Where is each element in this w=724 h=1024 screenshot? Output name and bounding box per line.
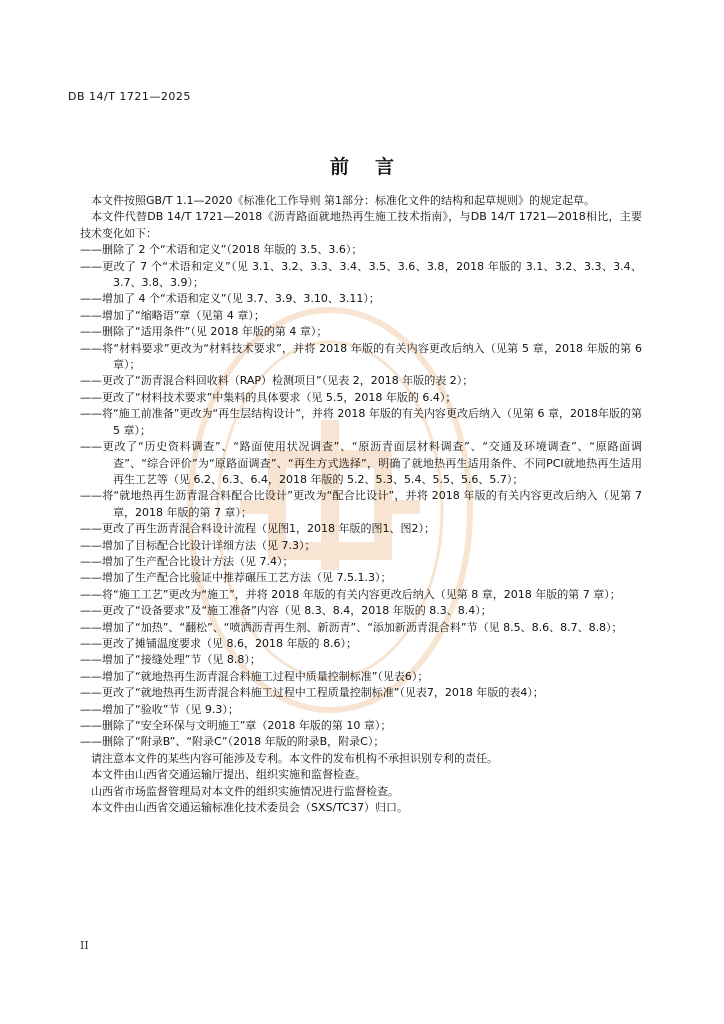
list-item: ——更改了“历史资料调查”、“路面使用状况调查”、“原沥青面层材料调查”、“交通及环境调查”、“原路面调查”、“综合评价”为“原路面调查”、“再生方式选择”，明确了就地热再生适用条件、不同PCI就地热再生适用再生工艺等（见 6.2、6.3、6.4，2018 年版的 5.2、5.3、5.4、5.5、5.6、5.7）； (80, 440, 642, 486)
page-title: 前言 (329, 156, 420, 178)
list-item: ——更改了摊铺温度要求（见 8.6，2018 年版的 8.6）； (80, 636, 357, 650)
list-item: ——删除了“安全环保与文明施工”章（2018 年版的第 10 章）； (80, 719, 392, 732)
list-item: ——增加了“缩略语”章（见第 4 章）； (80, 308, 265, 322)
closing-paragraph: 本文件由山西省交通运输厅提出、组织实施和监督检查。 (91, 768, 366, 782)
list-item: ——删除了“适用条件”（见 2018 年版的第 4 章）； (80, 325, 328, 339)
list-item: ——增加了“就地热再生沥青混合料施工过程中质量控制标准”（见表6）； (80, 669, 429, 683)
closing-paragraph: 请注意本文件的某些内容可能涉及专利。本文件的发布机构不承担识别专利的责任。 (91, 751, 498, 765)
list-item: ——删除了 2 个“术语和定义”（2018 年版的 3.5、3.6）； (80, 243, 363, 257)
list-item: ——删除了“附录B”、“附录C”（2018 年版的附录B，附录C）； (80, 735, 385, 749)
list-item: ——增加了生产配合比验证中推荐碾压工艺方法（见 7.5.1.3）； (80, 571, 392, 585)
list-item: ——更改了 7 个“术语和定义”（见 3.1、3.2、3.3、3.4、3.5、3.6、3.8，2018 年版的 3.1、3.2、3.3、3.4、3.7、3.8、3.9）； (80, 259, 642, 290)
page-number: II (80, 939, 89, 952)
list-item: ——更改了“就地热再生沥青混合料施工过程中工程质量控制标准”（见表7，2018 年版的表4）； (80, 686, 544, 700)
intro-paragraph: 本文件按照GB/T 1.1—2020《标准化工作导则 第1部分：标准化文件的结构和起草规则》的规定起草。 (91, 194, 595, 207)
list-item: ——增加了目标配合比设计详细方法（见 7.3）； (80, 538, 316, 552)
list-item: ——增加了生产配合比设计方法（见 7.4）； (80, 554, 294, 568)
foreword-body (80, 193, 642, 816)
list-item: ——增加了“加热”、“翻松”、“喷洒沥青再生剂、新沥青”、“添加新沥青混合料”节（见 8.5、8.6、8.7、8.8）； (80, 620, 623, 634)
technical-changes-list (80, 242, 642, 751)
list-item: ——将“就地热再生沥青混合料配合比设计”更改为“配合比设计”，并将 2018 年版的有关内容更改后纳入（见第 7 章，2018 年版的第 7 章）； (80, 489, 642, 519)
closing-paragraph: 本文件由山西省交通运输标准化技术委员会（SXS/TC37）归口。 (91, 801, 408, 815)
list-item: ——更改了“沥青混合料回收料（RAP）检测项目”（见表 2，2018 年版的表 2）； (80, 374, 474, 388)
list-item: ——增加了“验收”节（见 9.3）； (80, 702, 239, 716)
list-item: ——更改了再生沥青混合料设计流程（见图1，2018 年版的图1、图2）； (80, 522, 435, 536)
list-item: ——增加了 4 个“术语和定义”（见 3.7、3.9、3.10、3.11）； (80, 292, 380, 306)
list-item: ——将“材料要求”更改为“材料技术要求”，并将 2018 年版的有关内容更改后纳入（见第 5 章，2018 年版的第 6 章）； (80, 341, 642, 372)
list-item: ——增加了“接缝处理”节（见 8.8）； (80, 653, 261, 667)
list-item: ——将“施工工艺”更改为“施工”，并将 2018 年版的有关内容更改后纳入（见第 8 章，2018 年版的第 7 章）； (80, 587, 621, 601)
list-item: ——更改了“设备要求”及“施工准备”内容（见 8.3、8.4，2018 年版的 8.3、8.4）； (80, 604, 492, 618)
intro-paragraph: 本文件代替DB 14/T 1721—2018《沥青路面就地热再生施工技术指南》，与DB 14/T 1721—2018相比，主要技术变化如下： (80, 210, 642, 240)
document-code: DB 14/T 1721—2025 (68, 90, 191, 103)
list-item: ——将“施工前准备”更改为“再生层结构设计”，并将 2018 年版的有关内容更改后纳入（见第 6 章，2018年版的第 5 章）； (80, 407, 642, 437)
closing-paragraph: 山西省市场监督管理局对本文件的组织实施情况进行监督检查。 (91, 784, 399, 798)
list-item: ——更改了“材料技术要求”中集料的具体要求（见 5.5，2018 年版的 6.4）； (80, 390, 457, 404)
